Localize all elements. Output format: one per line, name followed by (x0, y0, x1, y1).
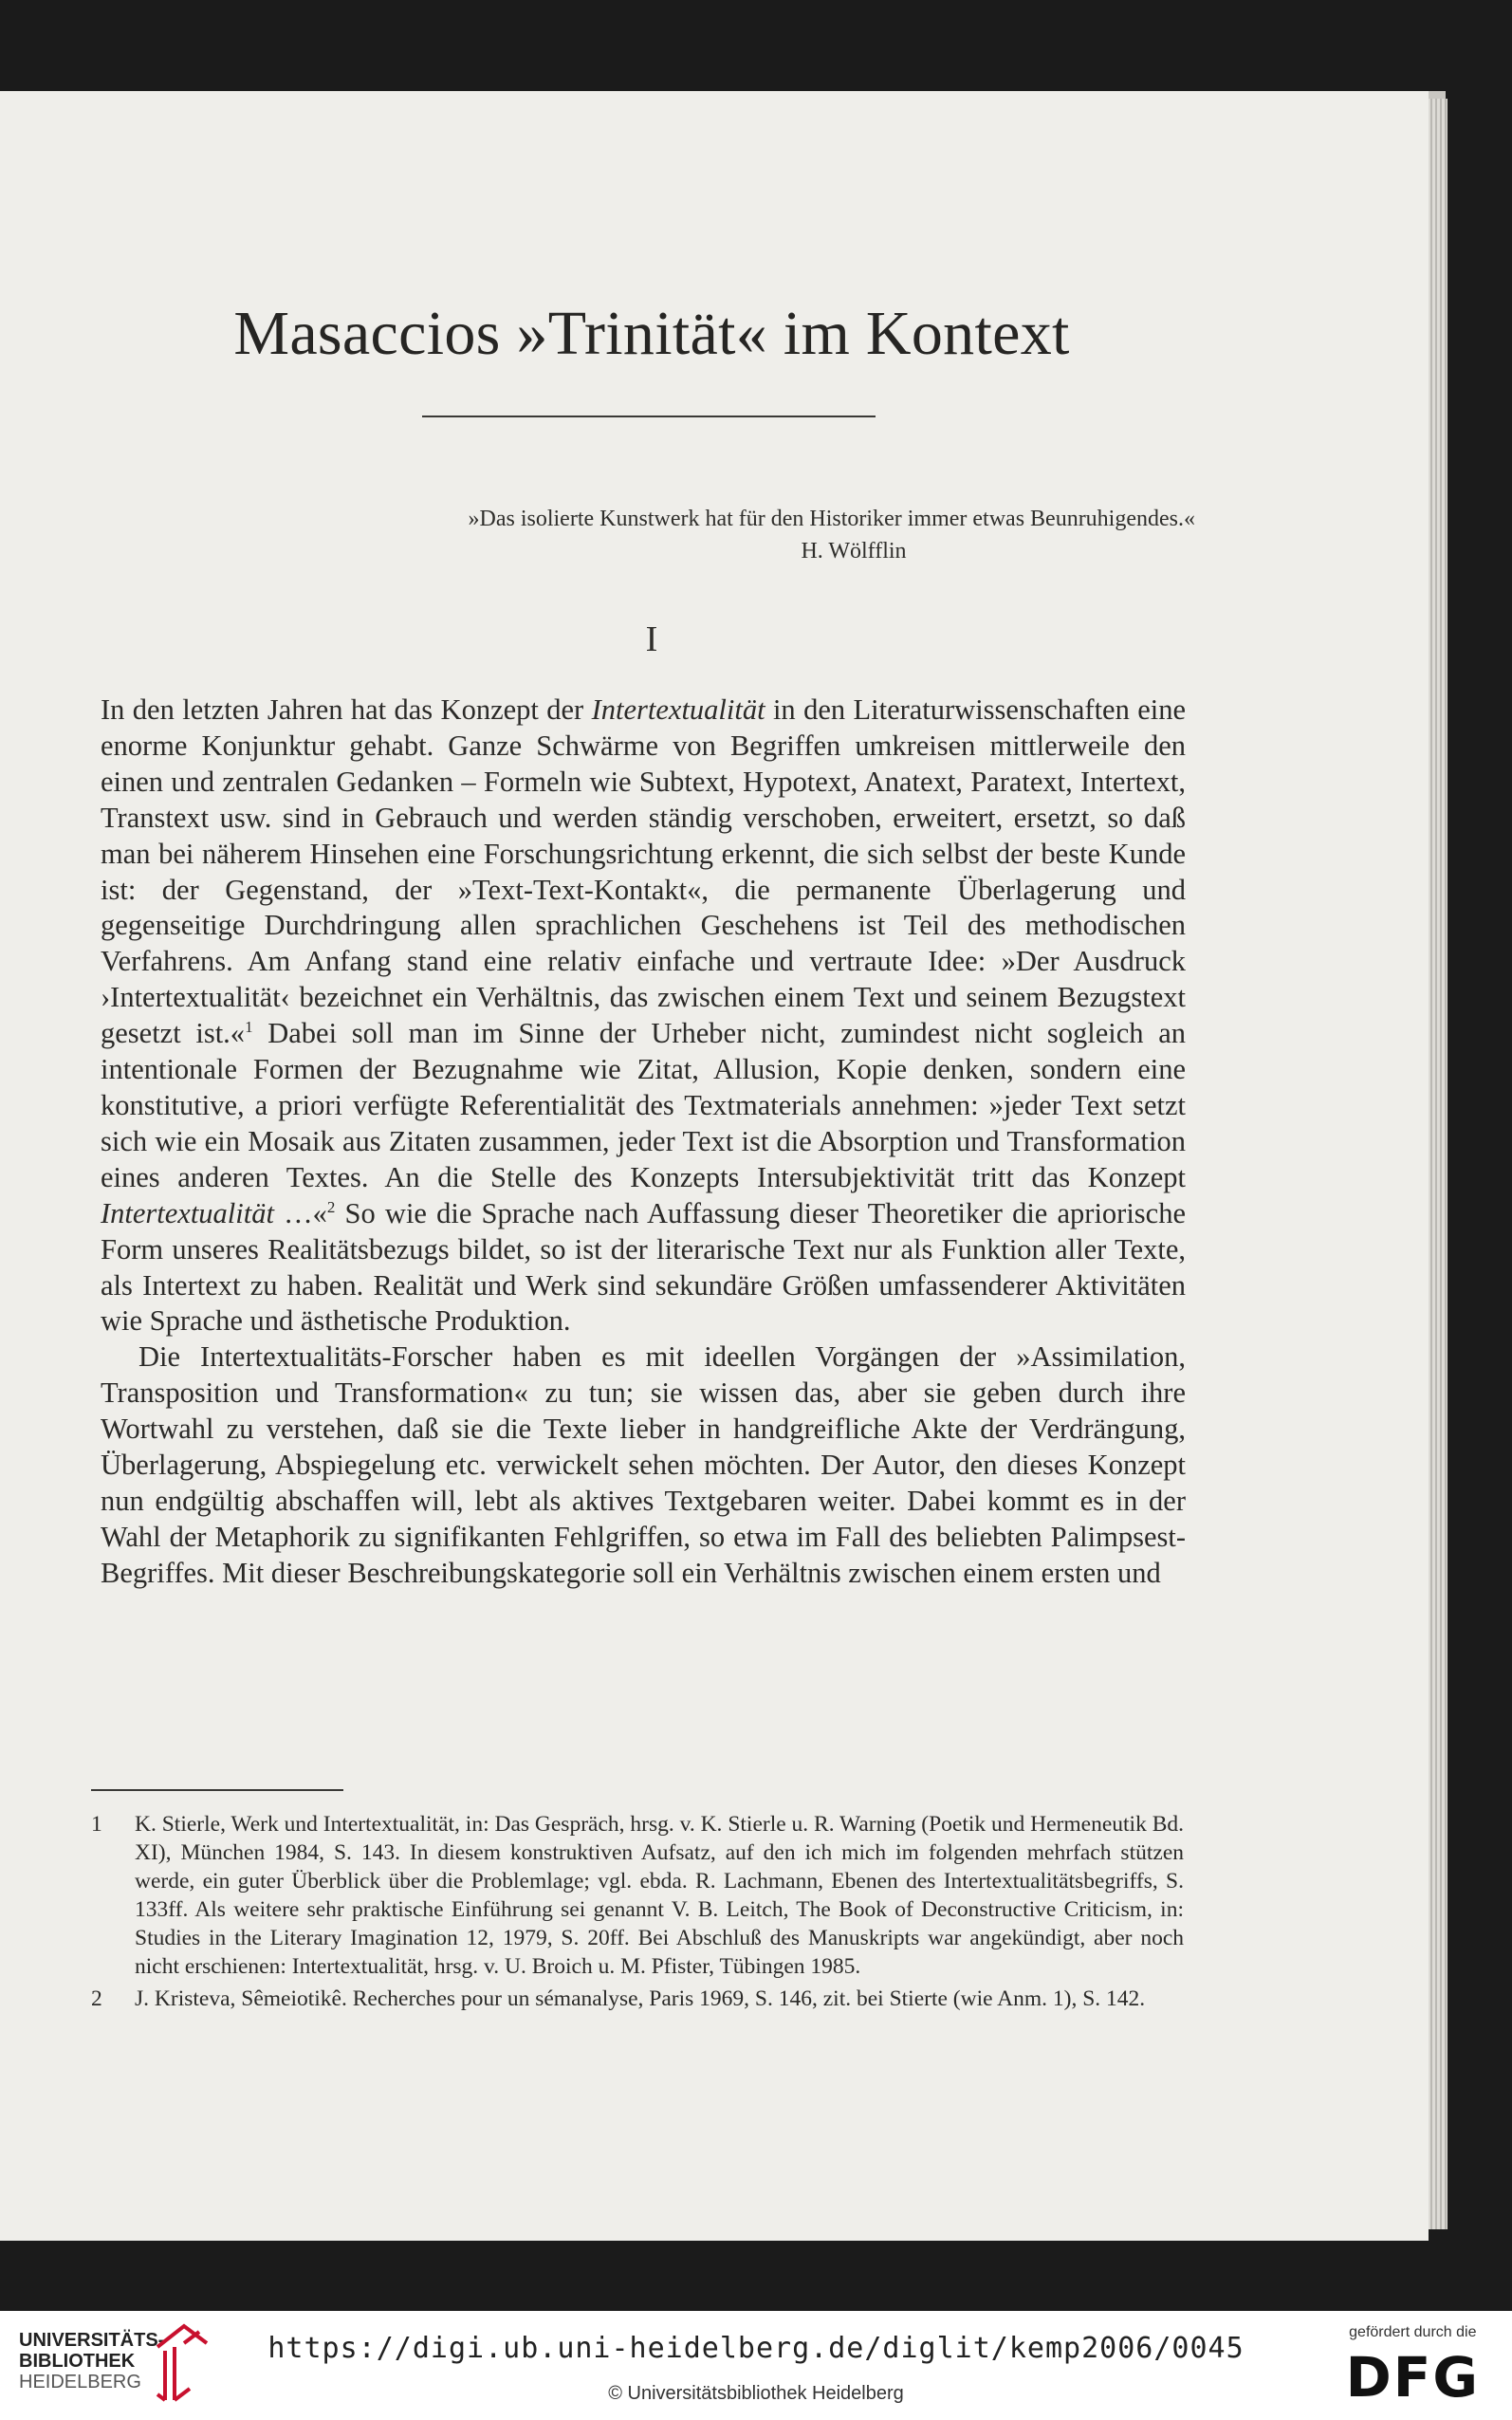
permalink-url[interactable]: https://digi.ub.uni-heidelberg.de/diglit/kemp2006/0045 (267, 2332, 1245, 2365)
footnote-2 (91, 1985, 1184, 2013)
footnote-ref: 2 (326, 1197, 336, 1216)
text-run: So wie die Sprache nach Auffassung dieser Theoretiker die apriorische Form unseres Realitätsbezugs bildet, so ist der literarische Text nur als Funktion aller Texte, als Intertext zu haben. Realität und Werk sind sekundäre Größen umfassenderer Aktivitäten wie Sprache und ästhetische Produktion. (101, 1196, 1187, 1338)
section-number: I (645, 619, 658, 659)
dfg-funding[interactable] (1345, 2324, 1480, 2410)
italic-term: Intertextualität (101, 1196, 274, 1229)
library-name-line: BIBLIOTHEK (19, 2351, 136, 2372)
text-run: in den Literaturwissenschaften eine enorme Konjunktur gehabt. Ganze Schwärme von Begriffen umkreisen mittlerweile den einen und zentralen Gedanken – Formeln wie Subtext, Hypotext, Anatext, Paratext, Intertext, Transtext usw. sind in Gebrauch und werden ständig verschoben, erweitert, ersetzt, so daß man bei näherem Hinsehen eine Forschungsrichtung erkennt, die sich selbst der beste Kunde ist: der Gegenstand, der »Text-Text-Kontakt«, die permanente Überlagerung und gegenseitige Durchdringung allen sprachlichen Geschehens ist Teil des methodischen Verfahrens. Am Anfang stand eine relativ einfache und vertraute Idee: »Der Ausdruck ›Intertextualität‹ bezeichnet ein Verhältnis, das zwischen einem Text und seinem Bezugstext gesetzt ist.« (101, 693, 1187, 1050)
copyright-notice: © Universitätsbibliothek Heidelberg (608, 2383, 904, 2404)
epigraph-quote: »Das isolierte Kunstwerk hat für den Historiker immer etwas Beunruhigendes.« (468, 507, 1195, 531)
footnote-number: 1 (91, 1812, 102, 1837)
article-title: Masaccios »Trinität« im Kontext (233, 299, 1070, 368)
title-divider (422, 416, 876, 417)
text-run: Dabei soll man im Sinne der Urheber nicht, zumindest nicht sogleich an intentionale Formen der Bezugnahme wie Zitat, Allusion, Kopie denken, sondern eine konstitutive, a priori verfügte Referentialität des Textmaterials annehmen: »jeder Text setzt sich wie ein Mosaik aus Zitaten zusammen, jeder Text ist die Absorption und Transformation eines anderen Textes. An die Stelle des Konzepts Intersubjektivität tritt das Konzept (101, 1017, 1187, 1193)
body-text (101, 693, 1186, 1592)
footnote-number: 2 (91, 1986, 102, 2011)
footnote-1 (91, 1810, 1184, 1981)
library-name-line: UNIVERSITÄTS- (19, 2330, 165, 2351)
text-run: …« (273, 1196, 327, 1229)
footnote-text: J. Kristeva, Sêmeiotikê. Recherches pour un sémanalyse, Paris 1969, S. 146, zit. bei Stierte (wie Anm. 1), S. 142. (135, 1986, 1146, 2011)
footnote-divider (91, 1789, 343, 1791)
paragraph-2: Die Intertextualitäts-Forscher haben es mit ideellen Vorgängen der »Assimilation, Transposition und Transformation« zu tun; sie wissen das, aber sie geben durch ihre Wortwahl zu verstehen, daß sie die Texte lieber in handgreifliche Akte der Verdrängung, Überlagerung, Abspiegelung etc. verwickelt sehen möchten. Der Autor, den dieses Konzept nun endgültig abschaffen will, lebt als aktives Textgebaren weiter. Dabei kommt es in der Wahl der Metaphorik zu signifikanten Fehlgriffen, so etwa im Fall des beliebten Palimpsest-Begriffes. Mit dieser Beschreibungskategorie soll ein Verhältnis zwischen einem ersten und (101, 1340, 1186, 1589)
footnote-text: K. Stierle, Werk und Intertextualität, in: Das Gespräch, hrsg. v. K. Stierle u. R. Warning (Poetik und Hermeneutik Bd. XI), München 1984, S. 143. In diesem konstruktiven Aufsatz, auf den ich mich im folgenden mehrfach stützen werde, ein guter Überblick über die Problemlage; vgl. ebda. R. Lachmann, Ebenen des Intertextualitätsbegriffs, S. 133ff. Als weitere sehr praktische Einführung sei genannt V. B. Leitch, The Book of Deconstructive Criticism, in: Studies in the Literary Imagination 12, 1979, S. 20ff. Bei Abschluß des Manuskripts war angekündigt, aber noch nicht erschienen: Intertextualität, hrsg. v. U. Broich u. M. Pfister, Tübingen 1985. (135, 1812, 1184, 1979)
footnotes (91, 1810, 1184, 2017)
text-run: In den letzten Jahren hat das Konzept der (101, 693, 592, 726)
epigraph-author: H. Wölfflin (801, 539, 907, 563)
funded-by-label: gefördert durch die (1349, 2324, 1477, 2340)
footnote-ref: 1 (245, 1018, 253, 1036)
library-name-line: HEIDELBERG (19, 2372, 141, 2392)
paragraph-1 (101, 693, 1186, 1339)
book-page (0, 91, 1429, 2241)
italic-term: Intertextualität (591, 693, 765, 726)
dfg-logo: DFG (1345, 2345, 1480, 2410)
library-footer (0, 2311, 1512, 2420)
epigraph (341, 503, 1195, 567)
